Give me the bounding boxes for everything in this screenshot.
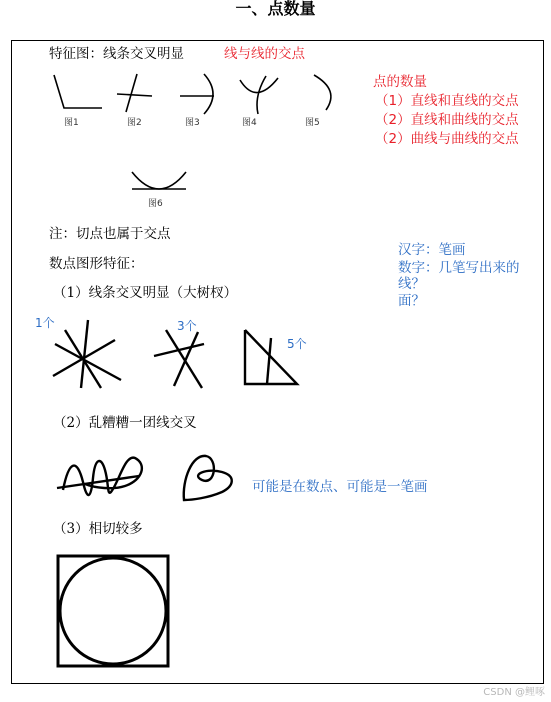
figure-6-tangent [128, 168, 190, 198]
figure-1-label: 图1 [64, 118, 79, 128]
page-title: 一、点数量 [235, 0, 316, 18]
point-count-item-1: （1）直线和直线的交点 [375, 93, 519, 109]
tangent-note: 注：切点也属于交点 [49, 226, 171, 242]
figure-3-line-curve [178, 72, 223, 117]
tangle-note: 可能是在数点、可能是一笔画 [252, 479, 428, 495]
figure-2-label: 图2 [127, 118, 142, 128]
point-count-item-3: （2）曲线与曲线的交点 [375, 131, 519, 147]
point-count-heading: 点的数量 [373, 74, 427, 90]
section-3-label: （3）相切较多 [53, 521, 143, 537]
side-note-1: 汉字：笔画 [398, 242, 466, 258]
side-note-3: 线？ [398, 276, 425, 292]
feature-highlight: 线与线的交点 [224, 46, 305, 62]
feature-label: 特征图：线条交叉明显 [49, 46, 184, 62]
side-note-2: 数字：几笔写出来的 [398, 260, 520, 276]
tangle-figure-2 [178, 450, 240, 508]
figure-6-label: 图6 [148, 199, 163, 209]
star-lines-figure [45, 316, 130, 396]
count-label-5: 5个 [287, 337, 307, 351]
count-features-heading: 数点图形特征： [49, 256, 144, 272]
figure-5-curve [306, 72, 341, 117]
figure-1-angle [50, 72, 110, 112]
count-label-3: 3个 [177, 319, 197, 333]
circle-in-square-figure [55, 553, 171, 669]
triangle-figure [241, 328, 303, 388]
watermark: CSDN @鲤啄 [483, 687, 545, 698]
figure-2-cross [112, 72, 157, 117]
figure-3-label: 图3 [185, 118, 200, 128]
count-label-1: 1个 [35, 316, 55, 330]
point-count-item-2: （2）直线和曲线的交点 [375, 112, 519, 128]
figure-5-label: 图5 [305, 118, 320, 128]
triple-cross-figure [150, 326, 215, 394]
side-note-4: 面？ [398, 293, 425, 309]
tangle-figure-1 [55, 450, 150, 505]
figure-4-label: 图4 [242, 118, 257, 128]
section-2-label: （2）乱糟糟一团线交叉 [53, 415, 197, 431]
section-1-label: （1）线条交叉明显（大树杈） [53, 285, 238, 301]
figure-4-curve-curve [236, 72, 286, 117]
